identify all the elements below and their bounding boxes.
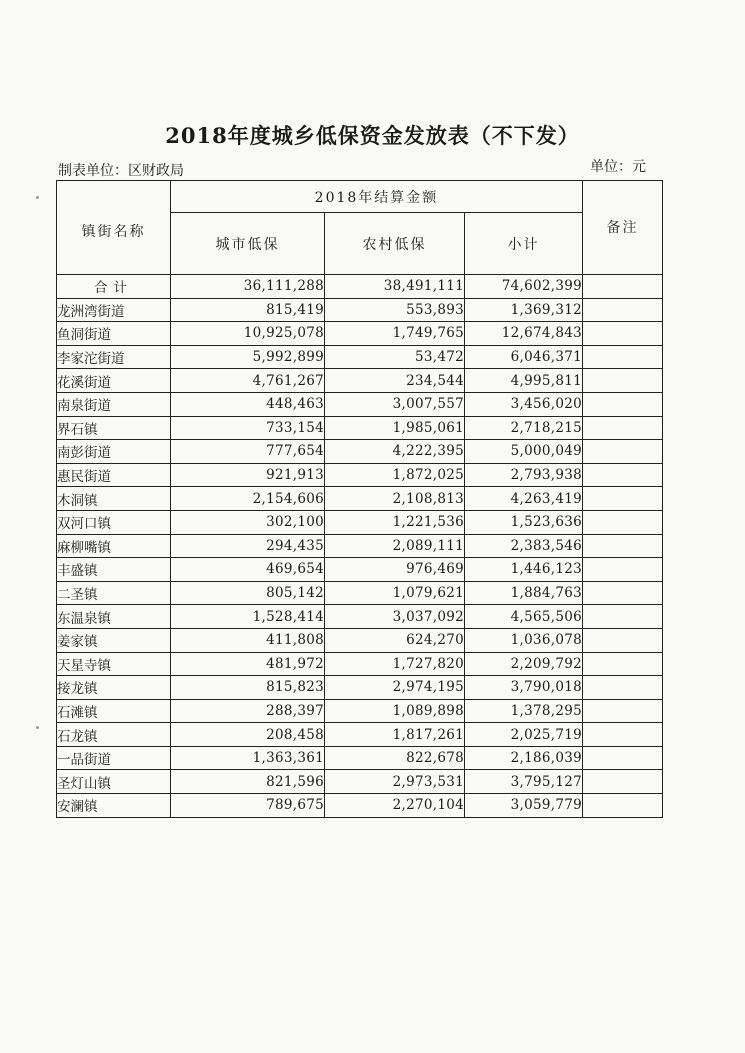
row-name: 龙洲湾街道 <box>57 298 171 322</box>
row-rural: 1,089,898 <box>325 699 465 723</box>
row-rural: 2,974,195 <box>325 676 465 700</box>
row-subtotal: 1,446,123 <box>465 558 583 582</box>
row-rural: 1,727,820 <box>325 652 465 676</box>
row-urban: 1,363,361 <box>171 746 325 770</box>
header-rural: 农村低保 <box>325 213 465 275</box>
row-remark <box>583 463 663 487</box>
row-urban: 789,675 <box>171 794 325 818</box>
row-rural: 3,007,557 <box>325 392 465 416</box>
row-name: 石滩镇 <box>57 699 171 723</box>
row-name: 李家沱街道 <box>57 345 171 369</box>
row-name: 圣灯山镇 <box>57 770 171 794</box>
binding-hole-top <box>36 196 39 199</box>
table-row <box>57 699 663 723</box>
page-title: 2018年度城乡低保资金发放表（不下发） <box>165 123 580 148</box>
table-row <box>57 416 663 440</box>
table-row <box>57 392 663 416</box>
row-urban: 294,435 <box>171 534 325 558</box>
row-rural: 1,872,025 <box>325 463 465 487</box>
row-name: 丰盛镇 <box>57 558 171 582</box>
row-urban: 208,458 <box>171 723 325 747</box>
binding-hole-bottom <box>36 726 39 729</box>
row-subtotal: 1,369,312 <box>465 298 583 322</box>
table-row <box>57 746 663 770</box>
row-subtotal: 2,793,938 <box>465 463 583 487</box>
table-row <box>57 463 663 487</box>
row-name: 花溪街道 <box>57 369 171 393</box>
row-remark <box>583 770 663 794</box>
row-urban: 288,397 <box>171 699 325 723</box>
total-urban: 36,111,288 <box>171 275 325 299</box>
row-subtotal: 4,565,506 <box>465 605 583 629</box>
row-remark <box>583 794 663 818</box>
row-rural: 3,037,092 <box>325 605 465 629</box>
row-rural: 976,469 <box>325 558 465 582</box>
table-row <box>57 345 663 369</box>
row-remark <box>583 699 663 723</box>
row-subtotal: 2,383,546 <box>465 534 583 558</box>
row-name: 木洞镇 <box>57 487 171 511</box>
total-row <box>57 275 663 299</box>
row-subtotal: 1,378,295 <box>465 699 583 723</box>
row-name: 天星寺镇 <box>57 652 171 676</box>
row-name: 麻柳嘴镇 <box>57 534 171 558</box>
table-row <box>57 510 663 534</box>
row-remark <box>583 510 663 534</box>
row-subtotal: 3,059,779 <box>465 794 583 818</box>
table-row <box>57 581 663 605</box>
table-row <box>57 605 663 629</box>
row-urban: 302,100 <box>171 510 325 534</box>
row-urban: 4,761,267 <box>171 369 325 393</box>
row-rural: 234,544 <box>325 369 465 393</box>
row-name: 一品街道 <box>57 746 171 770</box>
row-rural: 2,973,531 <box>325 770 465 794</box>
header-name: 镇街名称 <box>57 181 171 275</box>
row-subtotal: 4,263,419 <box>465 487 583 511</box>
row-remark <box>583 322 663 346</box>
row-subtotal: 2,186,039 <box>465 746 583 770</box>
row-rural: 1,221,536 <box>325 510 465 534</box>
row-remark <box>583 392 663 416</box>
row-name: 安澜镇 <box>57 794 171 818</box>
allowance-table <box>56 180 663 818</box>
row-name: 双河口镇 <box>57 510 171 534</box>
header-urban: 城市低保 <box>171 213 325 275</box>
row-remark <box>583 652 663 676</box>
row-subtotal: 1,884,763 <box>465 581 583 605</box>
row-rural: 53,472 <box>325 345 465 369</box>
row-urban: 805,142 <box>171 581 325 605</box>
table-row <box>57 676 663 700</box>
table-row <box>57 298 663 322</box>
row-urban: 777,654 <box>171 440 325 464</box>
row-rural: 1,817,261 <box>325 723 465 747</box>
row-urban: 2,154,606 <box>171 487 325 511</box>
row-name: 界石镇 <box>57 416 171 440</box>
table-row <box>57 652 663 676</box>
row-name: 惠民街道 <box>57 463 171 487</box>
row-name: 姜家镇 <box>57 628 171 652</box>
row-subtotal: 2,025,719 <box>465 723 583 747</box>
row-rural: 1,749,765 <box>325 322 465 346</box>
row-subtotal: 3,456,020 <box>465 392 583 416</box>
row-rural: 4,222,395 <box>325 440 465 464</box>
row-name: 二圣镇 <box>57 581 171 605</box>
table-row <box>57 794 663 818</box>
row-rural: 822,678 <box>325 746 465 770</box>
row-name: 南泉街道 <box>57 392 171 416</box>
header-subtotal: 小计 <box>465 213 583 275</box>
row-name: 接龙镇 <box>57 676 171 700</box>
row-remark <box>583 345 663 369</box>
row-remark <box>583 298 663 322</box>
total-remark <box>583 275 663 299</box>
row-subtotal: 2,718,215 <box>465 416 583 440</box>
row-subtotal: 4,995,811 <box>465 369 583 393</box>
row-urban: 821,596 <box>171 770 325 794</box>
row-urban: 481,972 <box>171 652 325 676</box>
row-rural: 2,108,813 <box>325 487 465 511</box>
row-remark <box>583 723 663 747</box>
table-row <box>57 440 663 464</box>
row-name: 鱼洞街道 <box>57 322 171 346</box>
table-row <box>57 487 663 511</box>
row-remark <box>583 534 663 558</box>
row-urban: 469,654 <box>171 558 325 582</box>
table-row <box>57 723 663 747</box>
row-name: 东温泉镇 <box>57 605 171 629</box>
row-rural: 2,270,104 <box>325 794 465 818</box>
row-name: 南彭街道 <box>57 440 171 464</box>
row-urban: 815,823 <box>171 676 325 700</box>
row-subtotal: 5,000,049 <box>465 440 583 464</box>
row-remark <box>583 746 663 770</box>
row-subtotal: 1,523,636 <box>465 510 583 534</box>
unit-label: 单位：元 <box>590 159 646 175</box>
row-urban: 448,463 <box>171 392 325 416</box>
row-remark <box>583 605 663 629</box>
row-remark <box>583 581 663 605</box>
row-urban: 5,992,899 <box>171 345 325 369</box>
row-subtotal: 1,036,078 <box>465 628 583 652</box>
table-row <box>57 558 663 582</box>
row-urban: 733,154 <box>171 416 325 440</box>
row-rural: 624,270 <box>325 628 465 652</box>
row-subtotal: 3,790,018 <box>465 676 583 700</box>
row-rural: 553,893 <box>325 298 465 322</box>
header-remark: 备注 <box>583 181 663 275</box>
row-subtotal: 3,795,127 <box>465 770 583 794</box>
header-group: 2018年结算金额 <box>171 181 583 213</box>
table-row <box>57 628 663 652</box>
row-remark <box>583 628 663 652</box>
row-rural: 1,079,621 <box>325 581 465 605</box>
row-urban: 921,913 <box>171 463 325 487</box>
table-row <box>57 770 663 794</box>
row-subtotal: 12,674,843 <box>465 322 583 346</box>
total-subtotal: 74,602,399 <box>465 275 583 299</box>
table-row <box>57 322 663 346</box>
row-remark <box>583 369 663 393</box>
table-body <box>57 275 663 818</box>
row-subtotal: 2,209,792 <box>465 652 583 676</box>
total-rural: 38,491,111 <box>325 275 465 299</box>
maker-label: 制表单位：区财政局 <box>58 163 184 179</box>
table-row <box>57 369 663 393</box>
total-name: 合计 <box>57 275 171 299</box>
row-urban: 411,808 <box>171 628 325 652</box>
row-remark <box>583 676 663 700</box>
row-name: 石龙镇 <box>57 723 171 747</box>
row-subtotal: 6,046,371 <box>465 345 583 369</box>
row-remark <box>583 558 663 582</box>
row-urban: 1,528,414 <box>171 605 325 629</box>
row-rural: 1,985,061 <box>325 416 465 440</box>
table-row <box>57 534 663 558</box>
row-urban: 815,419 <box>171 298 325 322</box>
row-remark <box>583 487 663 511</box>
row-remark <box>583 416 663 440</box>
row-remark <box>583 440 663 464</box>
row-rural: 2,089,111 <box>325 534 465 558</box>
row-urban: 10,925,078 <box>171 322 325 346</box>
